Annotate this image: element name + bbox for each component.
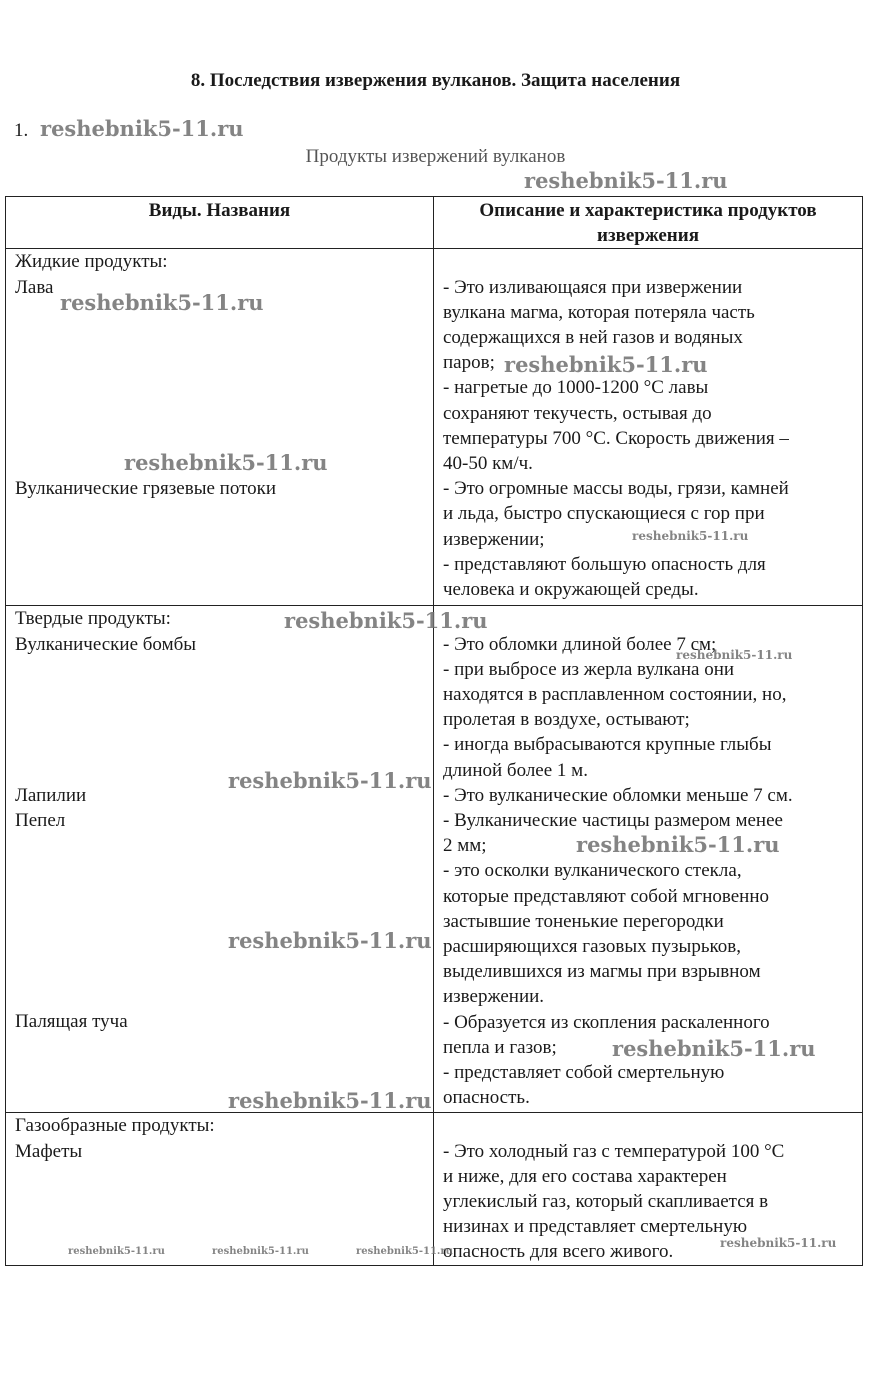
lava-desc-line: - нагретые до 1000-1200 °С лавы: [443, 377, 709, 399]
watermark: reshebnik5-11.ru: [676, 648, 793, 662]
table-caption: Продукты извержений вулканов: [305, 146, 566, 167]
mofette-desc-line: низинах и представляет смертельную: [443, 1216, 748, 1238]
watermark: reshebnik5-11.ru: [228, 1088, 432, 1113]
watermark: reshebnik5-11.ru: [576, 832, 780, 857]
name-burning-cloud: Палящая туча: [15, 1011, 128, 1033]
lava-desc-line: паров;: [443, 352, 495, 374]
watermark: reshebnik5-11.ru: [68, 1246, 165, 1257]
mud-desc-line: и льда, быстро спускающиеся с гор при: [443, 503, 765, 525]
name-bombs: Вулканические бомбы: [15, 633, 197, 655]
table-row-gas: [6, 1113, 863, 1265]
name-lapilli: Лапилии: [15, 784, 87, 806]
mofette-desc-line: и ниже, для его состава характерен: [443, 1165, 727, 1187]
watermark: reshebnik5-11.ru: [504, 352, 708, 377]
watermark: reshebnik5-11.ru: [228, 768, 432, 793]
ash-desc-line: выделившихся из магмы при взрывном: [443, 961, 761, 983]
mud-desc-line: извержении;: [443, 528, 545, 550]
watermark: reshebnik5-11.ru: [524, 168, 728, 193]
ash-desc-line: 2 мм;: [443, 835, 487, 857]
watermark: reshebnik5-11.ru: [720, 1236, 837, 1250]
mofette-desc-line: углекислый газ, который скапливается в: [443, 1191, 769, 1212]
lava-desc-line: сохраняют текучесть, остывая до: [443, 402, 712, 424]
task-number: 1.: [14, 120, 29, 141]
lapilli-desc-line: - Это вулканические обломки меньше 7 см.: [443, 784, 793, 806]
bombs-desc-line: - при выбросе из жерла вулкана они: [443, 658, 735, 680]
watermark: reshebnik5-11.ru: [212, 1246, 309, 1257]
mud-desc-line: - Это огромные массы воды, грязи, камней: [443, 478, 789, 500]
watermark: reshebnik5-11.ru: [284, 608, 488, 633]
bombs-desc-line: пролетая в воздухе, остывают;: [443, 709, 690, 731]
mofette-desc-line: опасность для всего живого.: [443, 1241, 674, 1263]
mud-desc-line: - представляют большую опасность для: [443, 553, 766, 575]
name-lava: Лава: [15, 276, 54, 298]
table-header-row: [6, 197, 863, 249]
name-mofettes: Мафеты: [15, 1140, 83, 1162]
header-types: Виды. Названия: [6, 197, 434, 249]
cloud-desc-line: - представляет собой смертельную: [443, 1062, 725, 1084]
lava-desc-line: вулкана магма, которая потеряла часть: [443, 301, 755, 323]
lava-desc-line: содержащихся в ней газов и водяных: [443, 327, 743, 348]
ash-desc-line: извержении.: [443, 986, 545, 1008]
watermark: reshebnik5-11.ru: [356, 1246, 453, 1257]
watermark: reshebnik5-11.ru: [612, 1036, 816, 1061]
bombs-desc-line: длиной более 1 м.: [443, 759, 588, 781]
table-row-solid: [6, 606, 863, 1113]
ash-desc-line: застывшие тоненькие перегородки: [443, 910, 724, 932]
lava-desc-line: температуры 700 °С. Скорость движения –: [443, 427, 789, 449]
cloud-desc-line: - Образуется из скопления раскаленного: [443, 1011, 770, 1033]
ash-desc-line: - это осколки вулканического стекла,: [443, 860, 742, 882]
category-liquid: Жидкие продукты:: [15, 251, 168, 273]
bombs-desc-line: находятся в расплавленном состоянии, но,: [443, 684, 787, 705]
table-row-liquid: [6, 249, 863, 606]
bombs-desc-line: - Это обломки длиной более 7 см;: [443, 633, 717, 655]
watermark: reshebnik5-11.ru: [124, 450, 328, 475]
watermark: reshebnik5-11.ru: [40, 116, 244, 141]
page-title: 8. Последствия извержения вулканов. Защита населения: [190, 70, 681, 91]
ash-desc-line: расширяющихся газовых пузырьков,: [443, 936, 741, 958]
cloud-desc-line: пепла и газов;: [443, 1036, 557, 1058]
bombs-desc-line: - иногда выбрасываются крупные глыбы: [443, 734, 772, 756]
header-description: Описание и характеристика продуктов извержения: [434, 197, 863, 249]
cloud-desc-line: опасность.: [443, 1087, 530, 1109]
watermark: reshebnik5-11.ru: [60, 290, 264, 315]
name-mud-flows: Вулканические грязевые потоки: [15, 478, 277, 500]
lava-desc-line: - Это изливающаяся при извержении: [443, 276, 743, 298]
name-ash: Пепел: [15, 809, 66, 831]
lava-desc-line: 40-50 км/ч.: [443, 453, 533, 475]
category-gas: Газообразные продукты:: [15, 1115, 215, 1137]
watermark: reshebnik5-11.ru: [632, 529, 749, 543]
ash-desc-line: - Вулканические частицы размером менее: [443, 810, 783, 832]
volcano-products-table: [5, 196, 863, 1266]
category-solid: Твердые продукты:: [15, 608, 171, 630]
mud-desc-line: человека и окружающей среды.: [443, 579, 699, 601]
mofette-desc-line: - Это холодный газ с температурой 100 °С: [443, 1140, 785, 1162]
ash-desc-line: которые представляют собой мгновенно: [443, 885, 770, 907]
watermark: reshebnik5-11.ru: [228, 928, 432, 953]
